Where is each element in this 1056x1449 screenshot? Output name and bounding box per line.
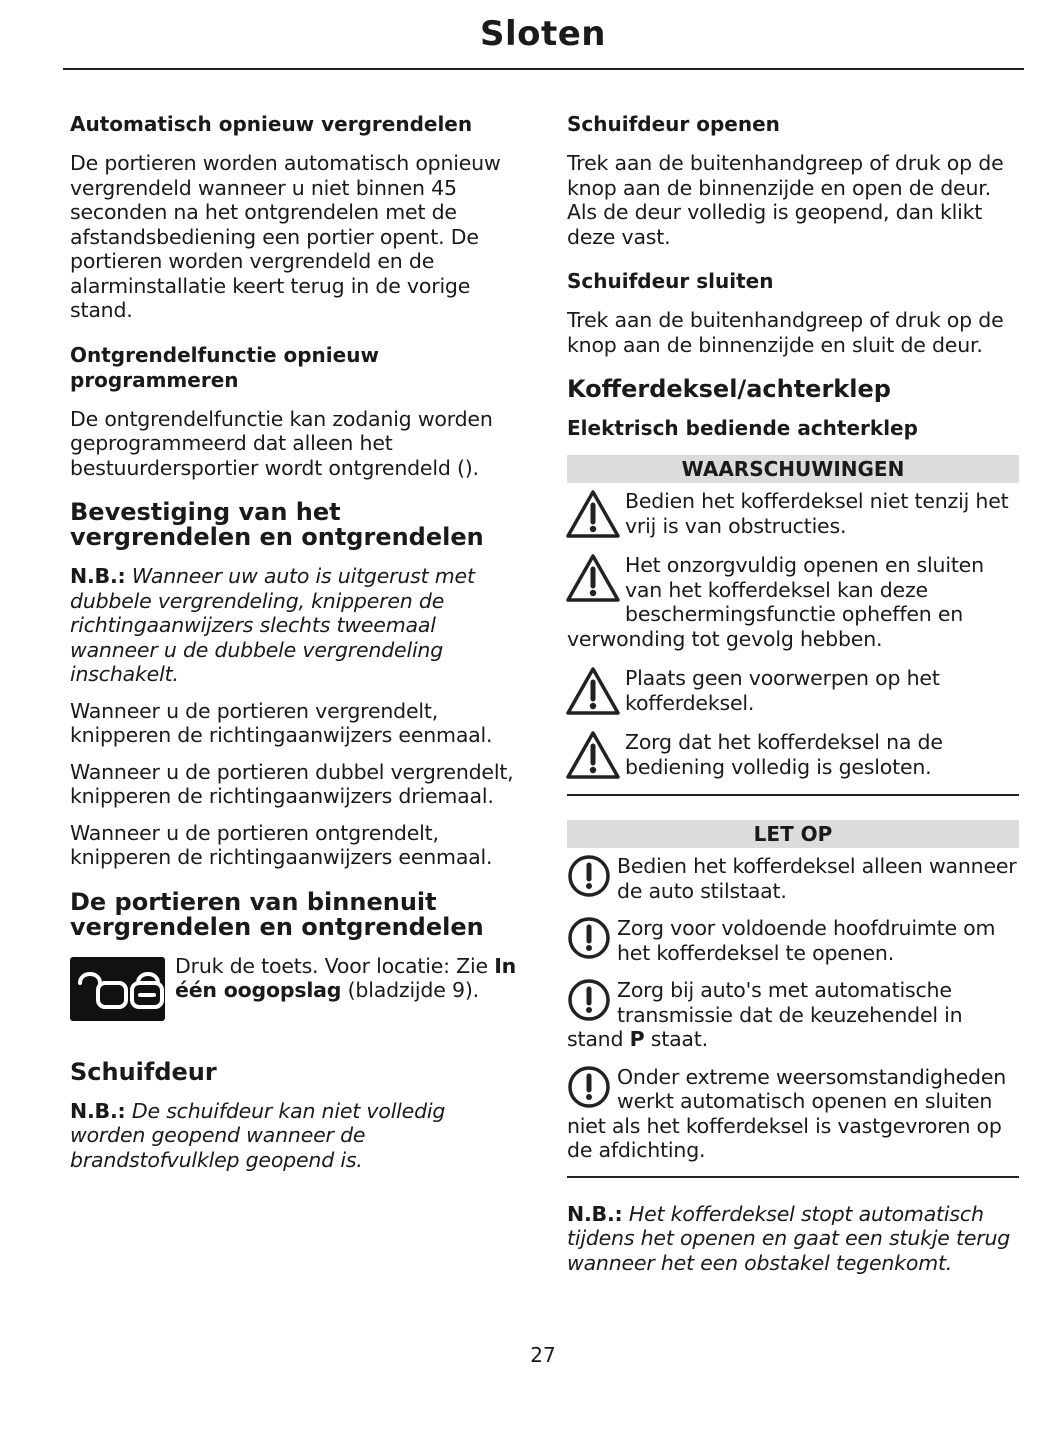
warnings-header: WAARSCHUWINGEN — [567, 455, 1019, 483]
caution-circle-icon — [567, 854, 613, 900]
note-sliding-text: De schuifdeur kan niet volledig worden geopend wanneer de brandstofvulklep geopend is. — [70, 1098, 446, 1172]
paragraph-slide-close: Trek aan de buitenhandgreep of druk op de knop aan de binnenzijde en sluit de deur. — [567, 308, 1004, 357]
caution-item: Onder extreme weersomstandigheden werkt automatisch openen en sluiten niet als het kofferdeksel is vastgevroren op de afdichting. — [567, 1064, 1007, 1162]
warning-triangle-icon — [565, 489, 621, 539]
warning-item: Zorg dat het kofferdeksel na de bediening volledig is gesloten. — [567, 730, 1019, 779]
paragraph-lock-once: Wanneer u de portieren vergrendelt, knipperen de richtingaanwijzers eenmaal. — [70, 698, 493, 747]
paragraph-double-lock: Wanneer u de portieren dubbel vergrendelt, knipperen de richtingaanwijzers driemaal. — [70, 759, 514, 808]
note-label: N.B.: — [567, 1201, 623, 1226]
door-lock-button-icon — [70, 957, 165, 1021]
paragraph-reprogram: De ontgrendelfunctie kan zodanig worden geprogrammeerd dat alleen het bestuurdersportier wordt ontgrendeld (). — [70, 406, 493, 480]
caution-item: Bedien het kofferdeksel alleen wanneer de auto stilstaat. — [567, 854, 1019, 903]
caution-circle-icon — [567, 916, 613, 962]
heading-sliding-door: Schuifdeur — [70, 1057, 217, 1086]
warning-item: Het onzorgvuldig openen en sluiten van het kofferdeksel kan deze beschermingsfunctie opheffen en verwonding tot gevolg hebben. — [567, 553, 984, 651]
caution-item: Zorg bij auto's met automatische transmissie dat de keuzehendel in stand P staat. — [567, 978, 963, 1051]
warning-item: Bedien het kofferdeksel niet tenzij het vrij is van obstructies. — [567, 489, 1019, 538]
heading-confirm-lock: Bevestiging van het vergrendelen en ontgrendelen — [70, 498, 484, 551]
note-label: N.B.: — [70, 1098, 126, 1123]
title-rule — [63, 68, 1024, 70]
warning-triangle-icon — [565, 553, 621, 603]
heading-inside-lock: De portieren van binnenuit vergrendelen en ontgrendelen — [70, 887, 484, 941]
caution-circle-icon — [567, 1065, 613, 1111]
heading-reprogram: Ontgrendelfunctie opnieuw programmeren — [70, 342, 379, 392]
heading-slide-close: Schuifdeur sluiten — [567, 269, 774, 293]
link-at-a-glance[interactable]: In één oogopslag — [175, 953, 517, 1002]
paragraph-unlock-once: Wanneer u de portieren ontgrendelt, knipperen de richtingaanwijzers eenmaal. — [70, 820, 493, 869]
note-label: N.B.: — [70, 564, 126, 588]
warnings-end-rule — [567, 794, 1019, 796]
heading-auto-relock: Automatisch opnieuw vergrendelen — [70, 112, 473, 136]
page-number: 27 — [530, 1343, 556, 1367]
note-confirm — [70, 564, 522, 687]
left-column — [70, 112, 522, 1184]
paragraph-auto-relock: De portieren worden automatisch opnieuw vergrendeld wanneer u niet binnen 45 seconden na het ontgrendelen met de afstandsbediening een portier opent. De portieren worden vergrendeld en de alarminstallatie keert terug in de vorige stand. — [70, 151, 501, 322]
right-column — [567, 112, 1019, 1287]
heading-slide-open: Schuifdeur openen — [567, 112, 780, 136]
note-tailgate-text: Het kofferdeksel stopt automatisch tijdens het openen en gaat een stukje terug wanneer het een obstakel tegenkomt. — [567, 1201, 1011, 1275]
note-sliding — [70, 1099, 522, 1173]
caution-header: LET OP — [567, 820, 1019, 848]
warning-item: Plaats geen voorwerpen op het kofferdeksel. — [567, 666, 1019, 715]
caution-item: Zorg voor voldoende hoofdruimte om het kofferdeksel te openen. — [567, 916, 1019, 965]
warning-triangle-icon — [565, 666, 621, 716]
warning-triangle-icon — [565, 730, 621, 780]
note-tailgate — [567, 1202, 1019, 1276]
heading-tailgate: Kofferdeksel/achterklep — [567, 375, 891, 403]
page-title: Sloten — [479, 14, 607, 54]
heading-power-tailgate: Elektrisch bediende achterklep — [567, 416, 918, 440]
lock-button-text: Druk de toets. Voor locatie: Zie In één oogopslag (bladzijde 9). — [175, 953, 517, 1002]
paragraph-slide-open: Trek aan de buitenhandgreep of druk op de knop aan de binnenzijde en open de deur. Als de deur volledig is geopend, dan klikt deze vast. — [567, 151, 1004, 249]
note-confirm-text: Wanneer uw auto is uitgerust met dubbele vergrendeling, knipperen de richtingaanwijzers slechts tweemaal wanneer u de dubbele vergrendeling inschakelt. — [70, 564, 475, 686]
caution-end-rule — [567, 1176, 1019, 1178]
caution-circle-icon — [567, 978, 613, 1024]
lock-button-row — [70, 954, 522, 1034]
